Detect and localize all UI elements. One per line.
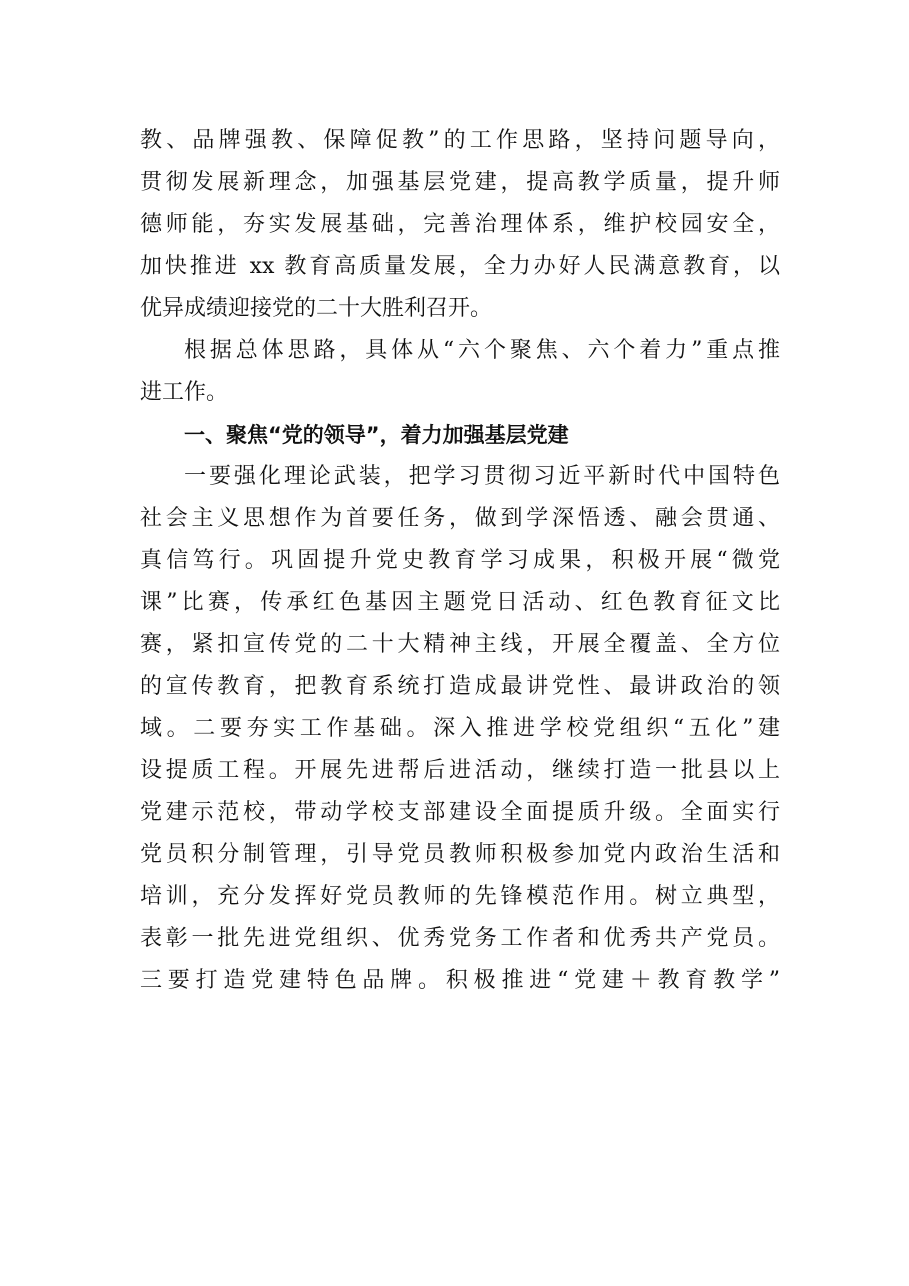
paragraph-line: 党员积分制管理，引导党员教师积极参加党内政治生活和 xyxy=(140,842,780,867)
paragraph-line: 党建示范校，带动学校支部建设全面提质升级。全面实行 xyxy=(140,800,780,825)
paragraph-line: 一要强化理论武装，把学习贯彻习近平新时代中国特色 xyxy=(184,464,780,489)
paragraph-line: 真信笃行。巩固提升党史教育学习成果，积极开展“微党 xyxy=(140,548,780,573)
paragraph-line: 表彰一批先进党组织、优秀党务工作者和优秀共产党员。 xyxy=(140,926,780,951)
paragraph-line: 域。二要夯实工作基础。深入推进学校党组织“五化”建 xyxy=(140,716,780,741)
paragraph-line: 优异成绩迎接党的二十大胜利召开。 xyxy=(140,296,493,321)
paragraph-line: 的宣传教育，把教育系统打造成最讲党性、最讲政治的领 xyxy=(140,674,780,699)
paragraph-line: 赛，紧扣宣传党的二十大精神主线，开展全覆盖、全方位 xyxy=(140,632,780,657)
paragraph-line: 设提质工程。开展先进帮后进活动，继续打造一批县以上 xyxy=(140,758,780,783)
paragraph-line: 课”比赛，传承红色基因主题党日活动、红色教育征文比 xyxy=(140,590,780,615)
document-body xyxy=(140,120,780,1002)
paragraph-line: 三要打造党建特色品牌。积极推进“党建＋教育教学” xyxy=(140,968,780,993)
paragraph-line: 培训，充分发挥好党员教师的先锋模范作用。树立典型， xyxy=(140,884,780,909)
paragraph-line: 加快推进 xx 教育高质量发展，全力办好人民满意教育，以 xyxy=(140,254,780,279)
paragraph-line: 教、品牌强教、保障促教”的工作思路，坚持问题导向， xyxy=(140,128,780,153)
paragraph-line: 贯彻发展新理念，加强基层党建，提高教学质量，提升师 xyxy=(140,170,780,195)
paragraph-line: 进工作。 xyxy=(140,380,229,405)
paragraph-line: 社会主义思想作为首要任务，做到学深悟透、融会贯通、 xyxy=(140,506,780,531)
paragraph-line: 根据总体思路，具体从“六个聚焦、六个着力”重点推 xyxy=(184,338,780,363)
paragraph-line: 德师能，夯实发展基础，完善治理体系，维护校园安全， xyxy=(140,212,780,237)
section-heading: 一、聚焦“党的领导”，着力加强基层党建 xyxy=(184,423,569,447)
